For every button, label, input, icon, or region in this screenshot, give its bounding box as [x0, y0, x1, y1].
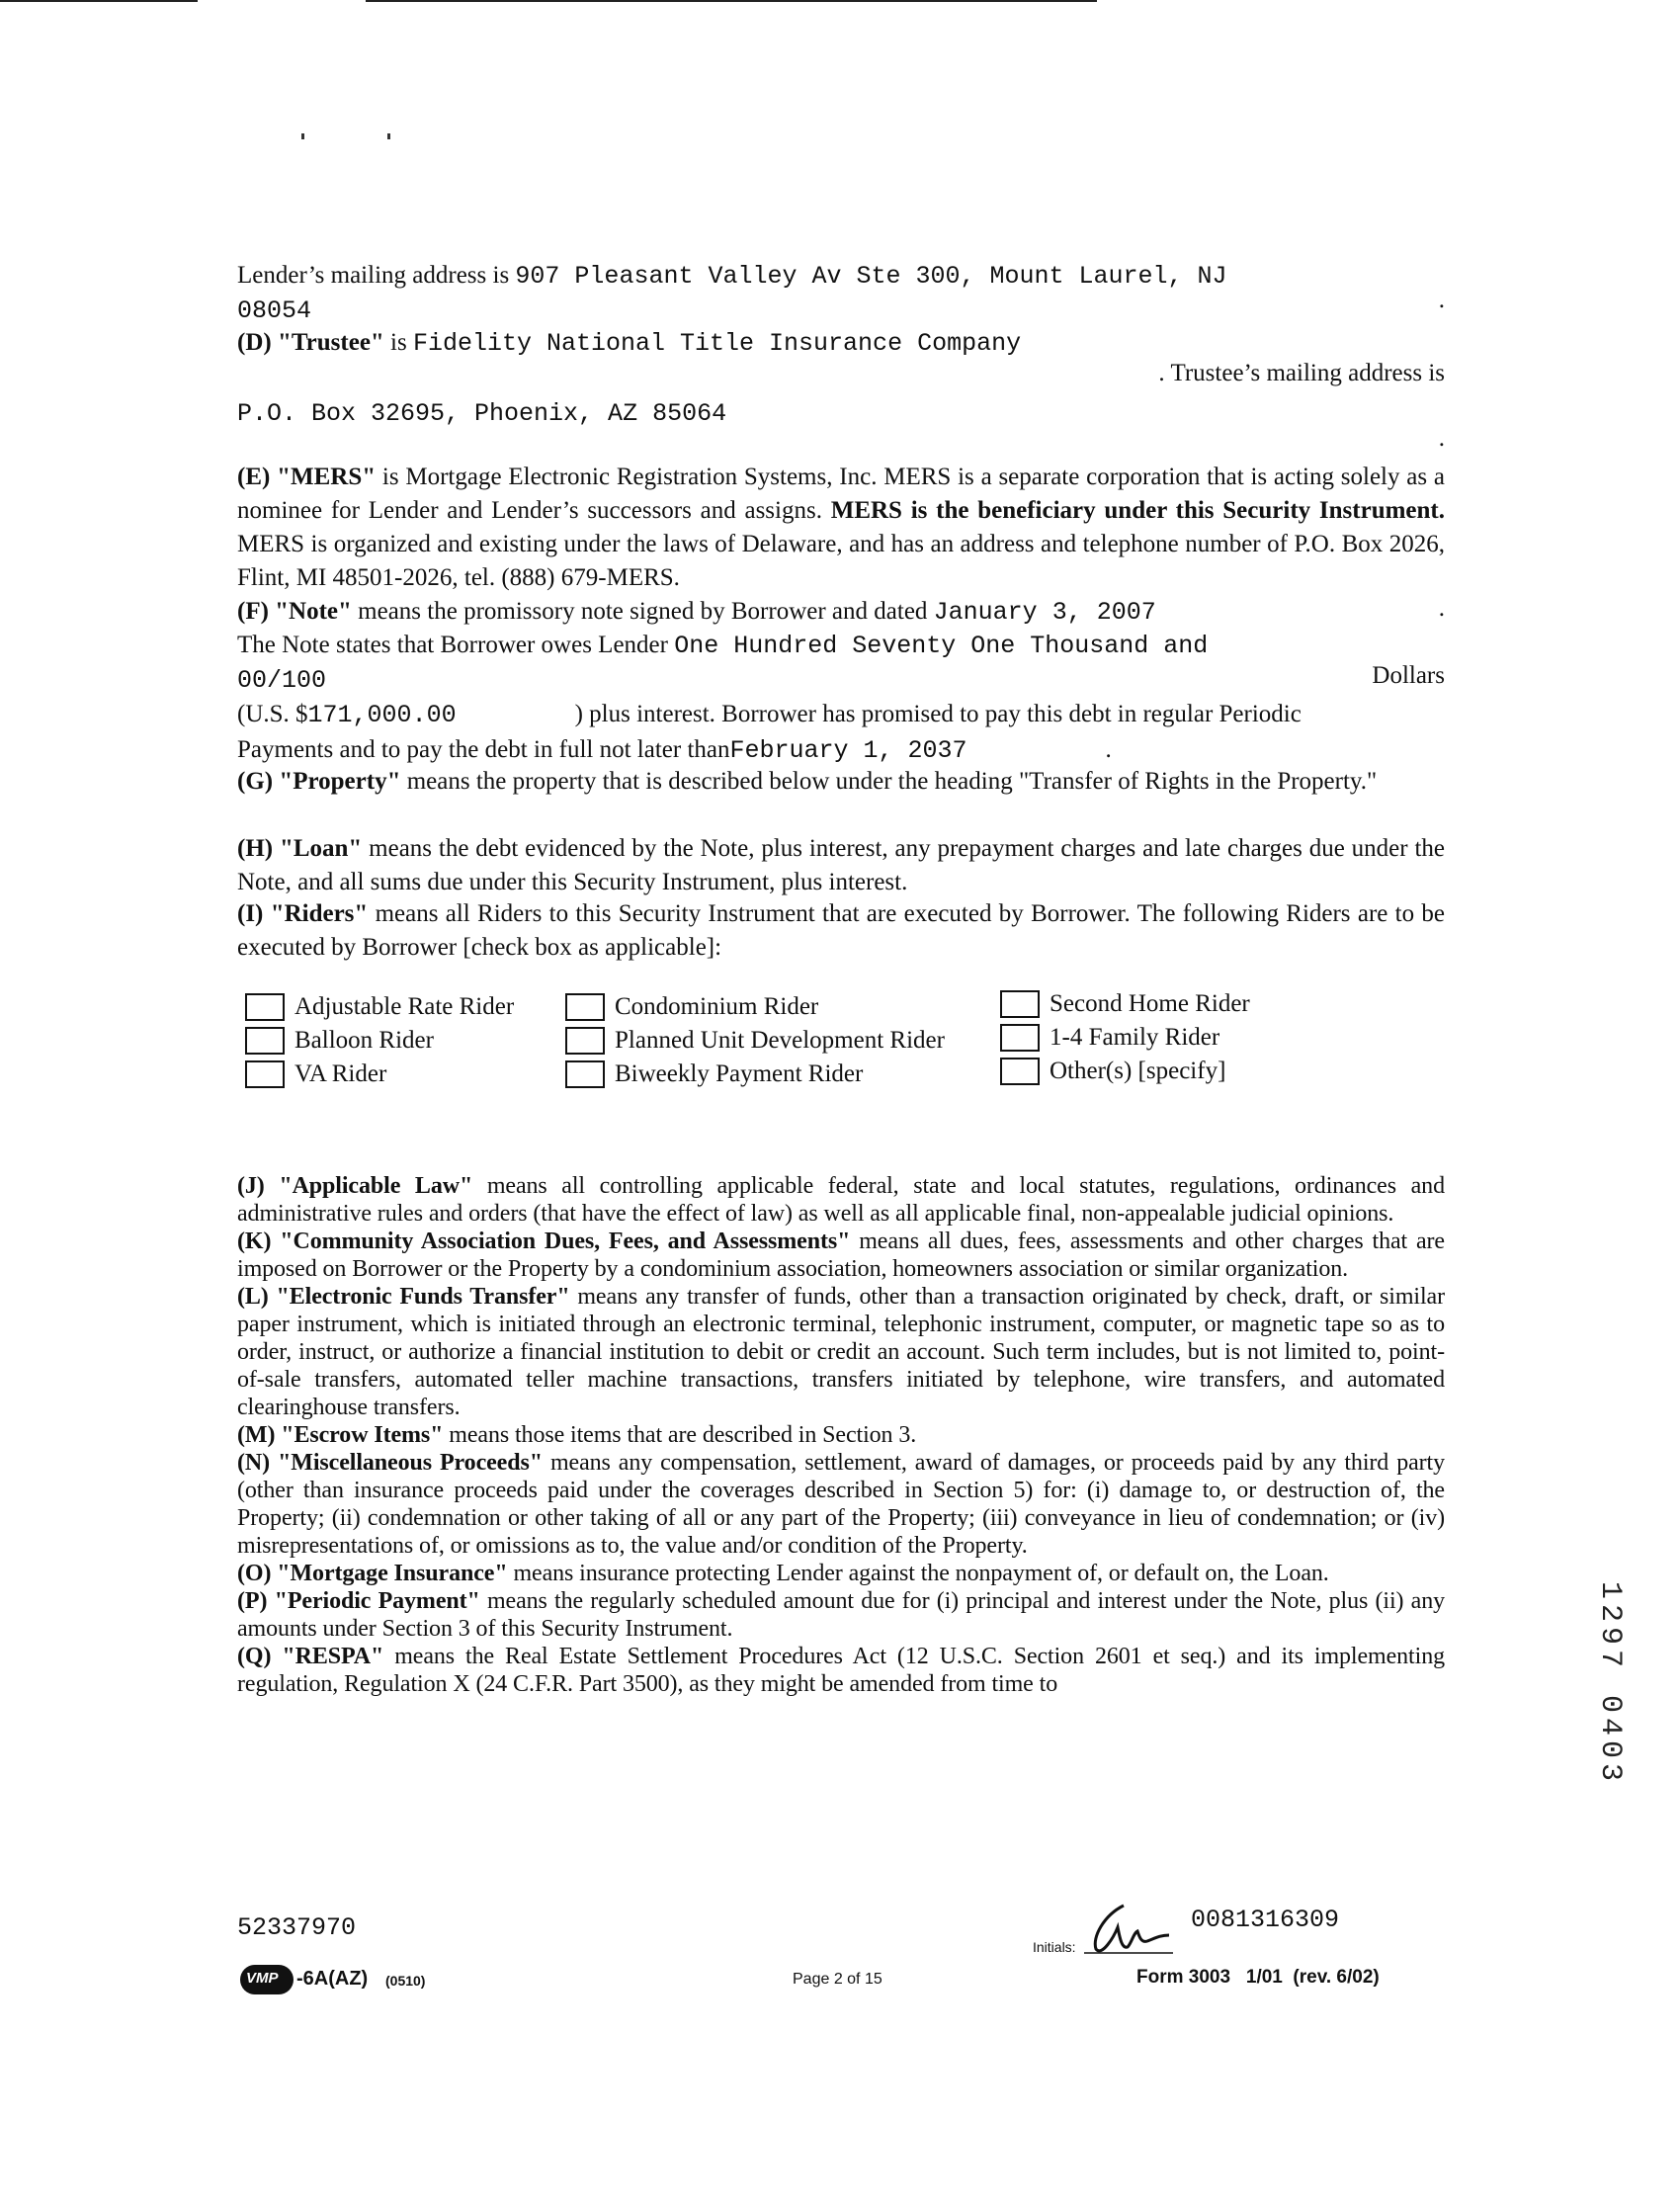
- checkbox[interactable]: [565, 993, 605, 1021]
- checkbox[interactable]: [245, 993, 285, 1021]
- note-maturity-date: February 1, 2037: [729, 736, 967, 765]
- note-amount-words: The Note states that Borrower owes Lender One Hundred Seventy One Thousand and: [237, 632, 1209, 660]
- vmp-logo: VMP: [240, 1965, 294, 1994]
- lender-address-line2: 08054: [237, 297, 312, 325]
- checkbox[interactable]: [245, 1027, 285, 1055]
- rider-other[interactable]: Other(s) [specify]: [1000, 1058, 1225, 1085]
- trustee-definition: (D) "Trustee" is Fidelity National Title Insurance Company: [237, 329, 1022, 358]
- scan-speck: [301, 133, 304, 139]
- note-date: January 3, 2007: [933, 598, 1156, 627]
- trustee-address-label: . Trustee’s mailing address is: [1158, 360, 1445, 386]
- lender-address-line1: 907 Pleasant Valley Av Ste 300, Mount Laurel, NJ: [515, 262, 1227, 291]
- note-maturity: Payments and to pay the debt in full not later thanFebruary 1, 2037 .: [237, 736, 1112, 765]
- definition-electronic-funds-transfer: (L) "Electronic Funds Transfer" means any transfer of funds, other than a transaction originated by check, draft, or similar paper instrument, which is initiated through an electronic terminal, telephonic instrument, computer, or magnetic tape so as to order, instruct, or authorize a financial institution to debit or credit an account. Such term includes, but is not limited to, point-of-sale transfers, automated teller machine transactions, transfers initiated by telephone, wire transfers, and automated clearinghouse transfers.: [237, 1284, 1445, 1420]
- checkbox[interactable]: [1000, 1058, 1040, 1085]
- definition-respa: (Q) "RESPA" means the Real Estate Settlement Procedures Act (12 U.S.C. Section 2601 et seq.) and its implementing regulation, Regulation X (24 C.F.R. Part 3500), as they might be amended from time to: [237, 1644, 1445, 1697]
- rider-biweekly-payment[interactable]: Biweekly Payment Rider: [565, 1060, 863, 1088]
- lender-address-period: .: [1438, 287, 1445, 313]
- document-number: 0081316309: [1191, 1906, 1340, 1934]
- loan-definition: (H) "Loan" means the debt evidenced by the Note, plus interest, any prepayment charges and late charges due under the Note, and all sums due under this Security Instrument, plus interest.: [237, 835, 1445, 895]
- note-dollars: Dollars: [1372, 662, 1445, 689]
- scan-speck: [387, 133, 390, 139]
- lender-address: Lender’s mailing address is 907 Pleasant Valley Av Ste 300, Mount Laurel, NJ 08054: [237, 262, 1227, 325]
- property-definition: (G) "Property" means the property that is described below under the heading "Transfer of Rights in the Property.": [237, 768, 1378, 795]
- scan-top-rule-left: [0, 0, 198, 2]
- rider-adjustable-rate[interactable]: Adjustable Rate Rider: [245, 993, 514, 1021]
- riders-definition: (I) "Riders" means all Riders to this Security Instrument that are executed by Borrower. The following Riders are to be executed by Borrower [check box as applicable]:: [237, 900, 1446, 961]
- checkbox[interactable]: [1000, 990, 1040, 1018]
- initials-label: Initials:: [1033, 1939, 1076, 1955]
- trustee-name: Fidelity National Title Insurance Company: [412, 329, 1022, 358]
- page-number: Page 2 of 15: [793, 1971, 882, 1988]
- checkbox[interactable]: [1000, 1024, 1040, 1052]
- checkbox[interactable]: [565, 1027, 605, 1055]
- rider-1-4-family[interactable]: 1-4 Family Rider: [1000, 1024, 1219, 1052]
- definition-escrow-items: (M) "Escrow Items" means those items that are described in Section 3.: [237, 1422, 917, 1448]
- definition-community-association: (K) "Community Association Dues, Fees, and Assessments" means all dues, fees, assessments and other charges that are imposed on Borrower or the Property by a condominium association, homeowners association or similar organization.: [237, 1229, 1445, 1282]
- definition-mortgage-insurance: (O) "Mortgage Insurance" means insurance protecting Lender against the nonpayment of, or default on, the Loan.: [237, 1561, 1329, 1586]
- rider-balloon[interactable]: Balloon Rider: [245, 1027, 434, 1055]
- checkbox[interactable]: [565, 1060, 605, 1088]
- definition-applicable-law: (J) "Applicable Law" means all controlling applicable federal, state and local statutes, regulations, ordinances and administrative rules and orders (that have the effect of law) as well as all applicable final, non-appealable judicial opinions.: [237, 1173, 1445, 1227]
- rider-second-home[interactable]: Second Home Rider: [1000, 990, 1250, 1018]
- note-definition: (F) "Note" means the promissory note signed by Borrower and dated January 3, 2007: [237, 598, 1156, 627]
- checkbox[interactable]: [245, 1060, 285, 1088]
- definition-miscellaneous-proceeds: (N) "Miscellaneous Proceeds" means any compensation, settlement, award of damages, or proceeds paid by any third party (other than insurance proceeds paid under the coverages described in Section 5) for: (i) damage to, or destruction of, the Property; (ii) condemnation or other taking of all or any part of the Property; (iii) conveyance in lieu of condemnation; or (iv) misrepresentations of, or omissions as to, the value and/or condition of the Property.: [237, 1450, 1446, 1559]
- rider-va[interactable]: VA Rider: [245, 1060, 386, 1088]
- initials-signature-icon: [1084, 1898, 1173, 1957]
- scan-top-rule-right: [366, 0, 1097, 2]
- note-amount-value: 171,000.00: [307, 701, 457, 729]
- definition-periodic-payment: (P) "Periodic Payment" means the regularly scheduled amount due for (i) principal and interest under the Note, plus (ii) any amounts under Section 3 of this Security Instrument.: [237, 1588, 1446, 1642]
- side-stamp-number: 1297 0403: [1593, 1581, 1627, 1787]
- trustee-period: .: [1438, 425, 1445, 452]
- form-number: Form 3003 1/01 (rev. 6/02): [1136, 1967, 1380, 1988]
- rider-planned-unit-development[interactable]: Planned Unit Development Rider: [565, 1027, 945, 1055]
- form-revision: (0510): [385, 1973, 426, 1989]
- form-code: -6A(AZ): [296, 1968, 369, 1990]
- trustee-address: P.O. Box 32695, Phoenix, AZ 85064: [237, 399, 727, 428]
- initials-area: [1033, 1898, 1369, 1967]
- note-amount-cents: 00/100: [237, 666, 327, 695]
- note-amount: (U.S. $171,000.00 ) plus interest. Borrower has promised to pay this debt in regular Periodic: [237, 701, 1302, 729]
- mers-definition: (E) "MERS" is Mortgage Electronic Registration Systems, Inc. MERS is a separate corporation that is acting solely as a nominee for Lender and Lender’s successors and assigns. MERS is the beneficiary under this Security Instrument. MERS is organized and existing under the laws of Delaware, and has an address and telephone number of P.O. Box 2026, Flint, MI 48501-2026, tel. (888) 679-MERS.: [237, 464, 1446, 591]
- rider-condominium[interactable]: Condominium Rider: [565, 993, 818, 1021]
- note-date-period: .: [1438, 595, 1445, 622]
- definitions-block: [237, 1172, 1445, 1698]
- loan-number: 52337970: [237, 1913, 357, 1942]
